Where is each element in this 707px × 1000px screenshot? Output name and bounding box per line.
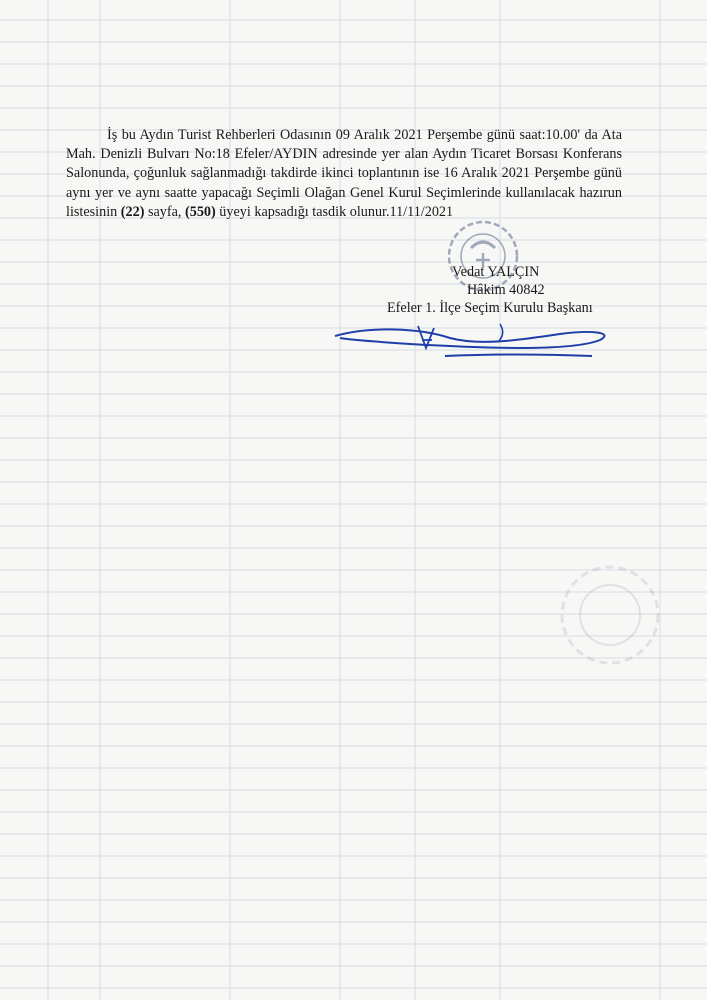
handwritten-signature — [330, 318, 620, 368]
paragraph-text-part3: üyeyi kapsadığı tasdik olunur.11/11/2021 — [215, 203, 454, 220]
signatory-title: Hâkim 40842 — [467, 282, 545, 298]
signatory-office: Efeler 1. İlçe Seçim Kurulu Başkanı — [387, 300, 593, 316]
faint-seal-bleed — [555, 560, 665, 670]
certification-paragraph — [66, 126, 622, 222]
paragraph-text-part1: İş bu Aydın Turist Rehberleri Odasının 09 Aralık 2021 Perşembe günü saat:10.00' da Ata Mah. Denizli Bulvarı No:18 Efeler/AYDIN adresinde yer alan Aydın Ticaret Borsası Konferans Salonunda, çoğunluk sağlanmadığı takdirde ikinci toplantının ise 16 Aralık 2021 Perşembe günü aynı yer ve aynı saatte yapacağı Seçimli Olağan Genel Kurul Seçimlerinde kullanılacak hazırun listesinin — [66, 127, 622, 220]
members-count: (550) — [185, 203, 216, 220]
signatory-name: Vedat YALÇIN — [452, 264, 540, 280]
paragraph-text-part2: sayfa, — [144, 203, 186, 220]
pages-count: (22) — [120, 203, 145, 220]
